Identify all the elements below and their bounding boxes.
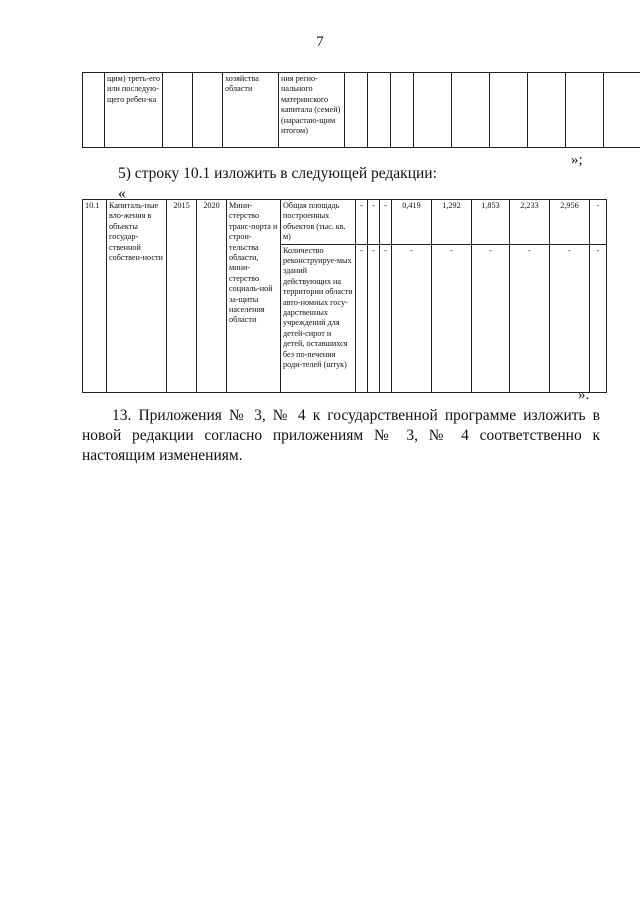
value-cell: -	[356, 200, 368, 245]
value-cell: -	[432, 244, 472, 392]
table-cell	[193, 73, 223, 148]
value-cell: -	[368, 244, 380, 392]
value-cell: 1,853	[472, 200, 510, 245]
value-cell: 0,419	[392, 200, 432, 245]
table-cell	[368, 73, 391, 148]
instruction-text: 5) строку 10.1 изложить в следующей редакции:	[118, 165, 437, 182]
table-cell	[490, 73, 528, 148]
indicator-2: Количество реконструируе-мых зданий действующих на территории области авто-номных госу-дарственных учреждений для детей-сирот и детей, оставшихся без по-печения роди-телей (штук)	[281, 244, 356, 392]
table-cell	[566, 73, 604, 148]
table-cell	[391, 73, 414, 148]
executor: Мини-стерство транс-порта и строи-тельства области, мини-стерство социаль-ной за-щиты населения области	[227, 200, 281, 393]
table-cell	[604, 73, 640, 148]
table-cell	[83, 73, 105, 148]
value-cell: -	[590, 200, 607, 245]
value-cell: -	[472, 244, 510, 392]
year-end: 2020	[197, 200, 227, 393]
value-cell: -	[590, 244, 607, 392]
table-cell: хозяйства области	[223, 73, 279, 148]
table-cell	[163, 73, 193, 148]
closing-quote: ».	[578, 387, 590, 403]
indicator-1: Общая площадь построенных объектов (тыс. кв. м)	[281, 200, 356, 245]
value-cell: -	[510, 244, 550, 392]
value-cell: -	[392, 244, 432, 392]
table-cell	[345, 73, 368, 148]
page-number: 7	[316, 34, 324, 50]
value-cell: 2,956	[550, 200, 590, 245]
paragraph-13: 13. Приложения № 3, № 4 к государственной программе изложить в новой редакции согласно приложениям № 3, № 4 соответственно к настоящим изменениям.	[82, 407, 600, 464]
value-cell: -	[380, 200, 392, 245]
table-row	[83, 200, 607, 245]
value-cell: -	[550, 244, 590, 392]
closing-quote: »;	[571, 152, 583, 168]
value-cell: -	[368, 200, 380, 245]
measure-name: Капиталь-ные вло-жения в объекты государ-ственной собствен-ности	[107, 200, 167, 393]
continuation-table	[82, 72, 640, 148]
table-cell	[452, 73, 490, 148]
table-cell: ния регио-нального материнского капитала (семей) (нарастаю-щим итогом)	[279, 73, 345, 148]
value-cell: 2,233	[510, 200, 550, 245]
value-cell: -	[380, 244, 392, 392]
table-cell: щим) треть-его или последую-щего ребен-ка	[105, 73, 163, 148]
value-cell: -	[356, 244, 368, 392]
value-cell: 1,292	[432, 200, 472, 245]
open-quote: «	[118, 185, 126, 202]
table-cell	[414, 73, 452, 148]
table-cell	[528, 73, 566, 148]
year-start: 2015	[167, 200, 197, 393]
row-10-1-table	[82, 199, 607, 393]
row-number: 10.1	[83, 200, 107, 393]
